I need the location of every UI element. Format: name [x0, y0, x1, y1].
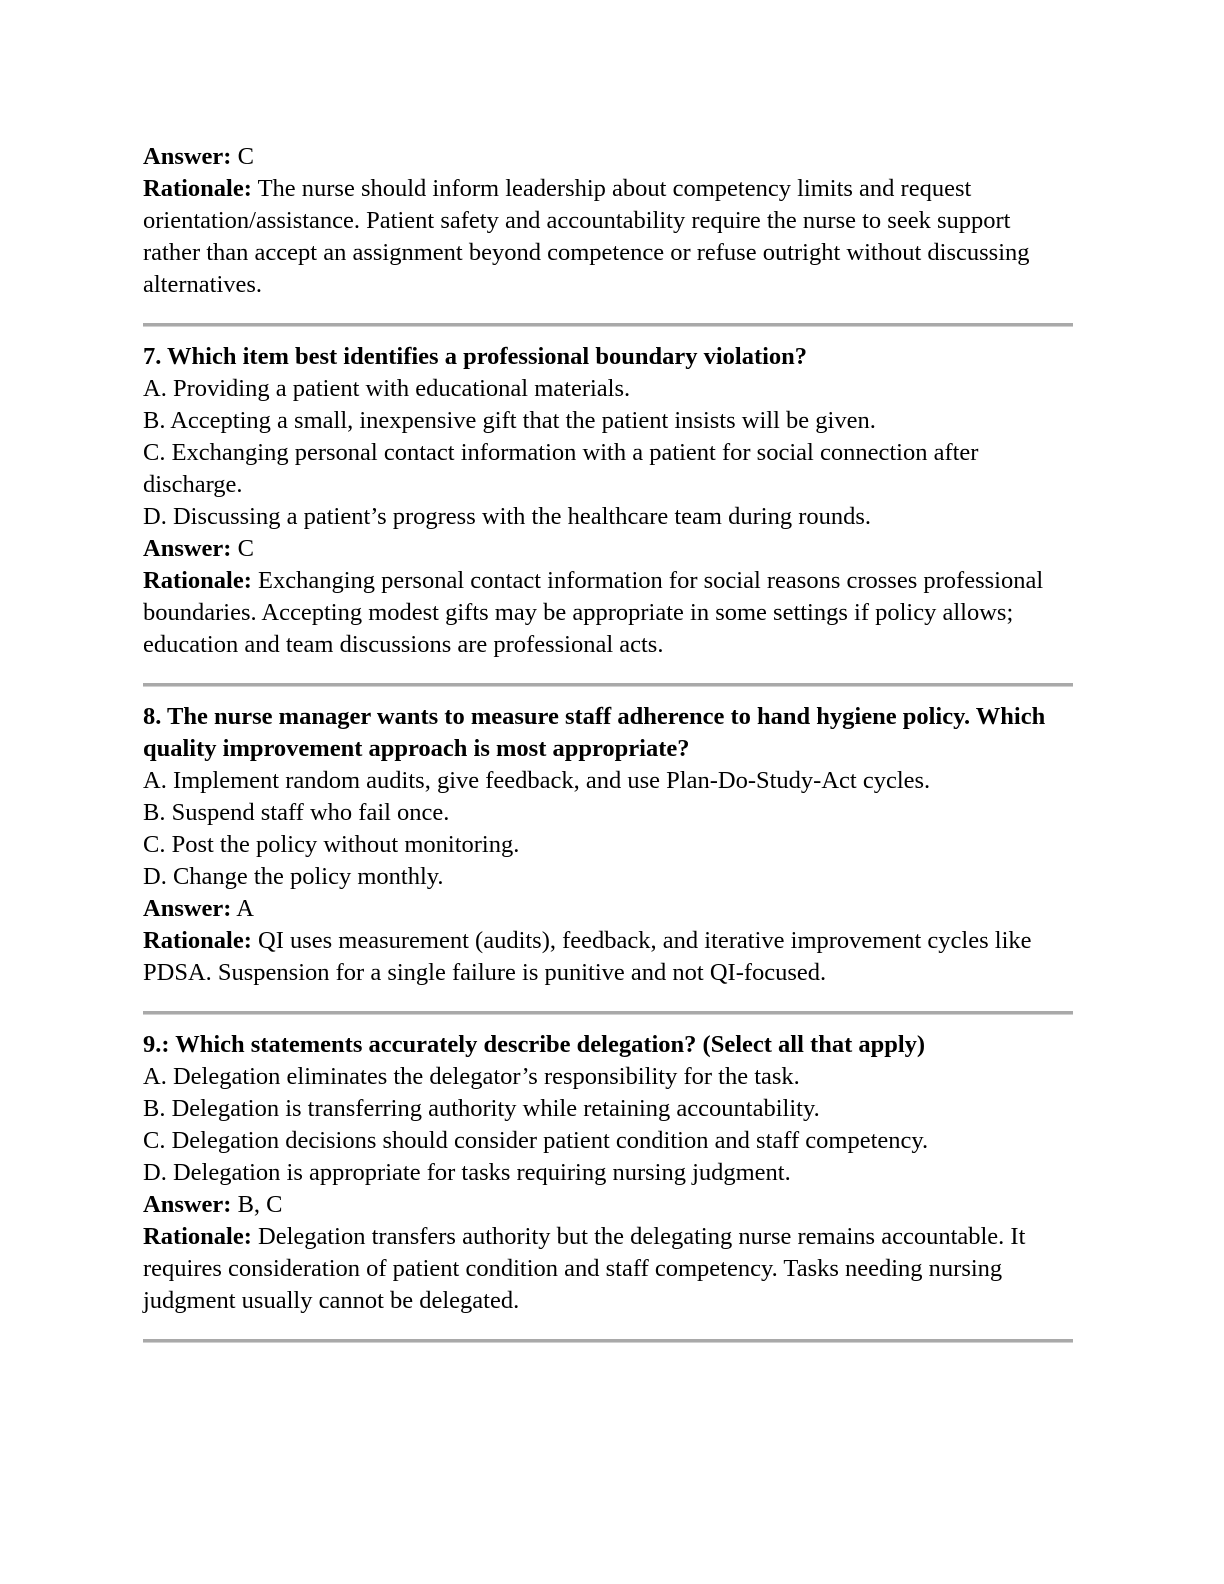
rationale-label: Rationale:: [143, 927, 252, 954]
option-a: A. Providing a patient with educational materials.: [143, 375, 631, 402]
question-7: [143, 341, 1073, 661]
question-stem: 9.: Which statements accurately describe delegation? (Select all that apply): [143, 1031, 926, 1058]
rationale-line: [143, 925, 1073, 989]
section-divider: [143, 323, 1073, 327]
answer-line: [143, 893, 1073, 925]
section-divider: [143, 683, 1073, 687]
option-b: B. Accepting a small, inexpensive gift that the patient insists will be given.: [143, 407, 876, 434]
answer-line: [143, 1189, 1073, 1221]
answer-line: [143, 141, 1073, 173]
answer-line: [143, 533, 1073, 565]
option-c: C. Post the policy without monitoring.: [143, 831, 520, 858]
rationale-label: Rationale:: [143, 1223, 252, 1250]
option-b: B. Delegation is transferring authority while retaining accountability.: [143, 1095, 820, 1122]
section-divider: [143, 1339, 1073, 1343]
answer-value: C: [237, 143, 254, 170]
answer-value: A: [236, 895, 254, 922]
question-stem: 7. Which item best identifies a professional boundary violation?: [143, 343, 808, 370]
option-d: D. Discussing a patient’s progress with the healthcare team during rounds.: [143, 503, 872, 530]
rationale-text: QI uses measurement (audits), feedback, and iterative improvement cycles like PDSA. Suspension for a single failure is punitive and not QI-focused.: [143, 927, 1032, 986]
rationale-line: [143, 1221, 1073, 1317]
rationale-text: Exchanging personal contact information for social reasons crosses professional boundaries. Accepting modest gifts may be appropriate in some settings if policy allows; education and team discussions are professional acts.: [143, 567, 1044, 658]
option-c: C. Exchanging personal contact information with a patient for social connection after discharge.: [143, 439, 979, 498]
question-9: [143, 1029, 1073, 1317]
answer-label: Answer:: [143, 895, 232, 922]
rationale-text: The nurse should inform leadership about competency limits and request orientation/assistance. Patient safety and accountability require the nurse to seek support rather than accept an assignment beyond competence or refuse outright without discussing alternatives.: [143, 175, 1030, 298]
option-d: D. Delegation is appropriate for tasks requiring nursing judgment.: [143, 1159, 791, 1186]
rationale-line: [143, 565, 1073, 661]
answer-label: Answer:: [143, 1191, 232, 1218]
rationale-label: Rationale:: [143, 175, 252, 202]
rationale-text: Delegation transfers authority but the delegating nurse remains accountable. It requires consideration of patient condition and staff competency. Tasks needing nursing judgment usually cannot be delegated.: [143, 1223, 1026, 1314]
document-page: [143, 141, 1073, 1357]
answer-label: Answer:: [143, 143, 232, 170]
question-stem: 8. The nurse manager wants to measure staff adherence to hand hygiene policy. Which quality improvement approach is most appropriate?: [143, 703, 1046, 762]
rationale-label: Rationale:: [143, 567, 252, 594]
option-a: A. Implement random audits, give feedback, and use Plan-Do-Study-Act cycles.: [143, 767, 931, 794]
q6-answer-block: [143, 141, 1073, 301]
answer-value: B, C: [237, 1191, 283, 1218]
answer-value: C: [237, 535, 254, 562]
option-b: B. Suspend staff who fail once.: [143, 799, 450, 826]
option-a: A. Delegation eliminates the delegator’s responsibility for the task.: [143, 1063, 800, 1090]
rationale-line: [143, 173, 1073, 301]
answer-label: Answer:: [143, 535, 232, 562]
section-divider: [143, 1011, 1073, 1015]
question-8: [143, 701, 1073, 989]
option-d: D. Change the policy monthly.: [143, 863, 444, 890]
option-c: C. Delegation decisions should consider patient condition and staff competency.: [143, 1127, 929, 1154]
